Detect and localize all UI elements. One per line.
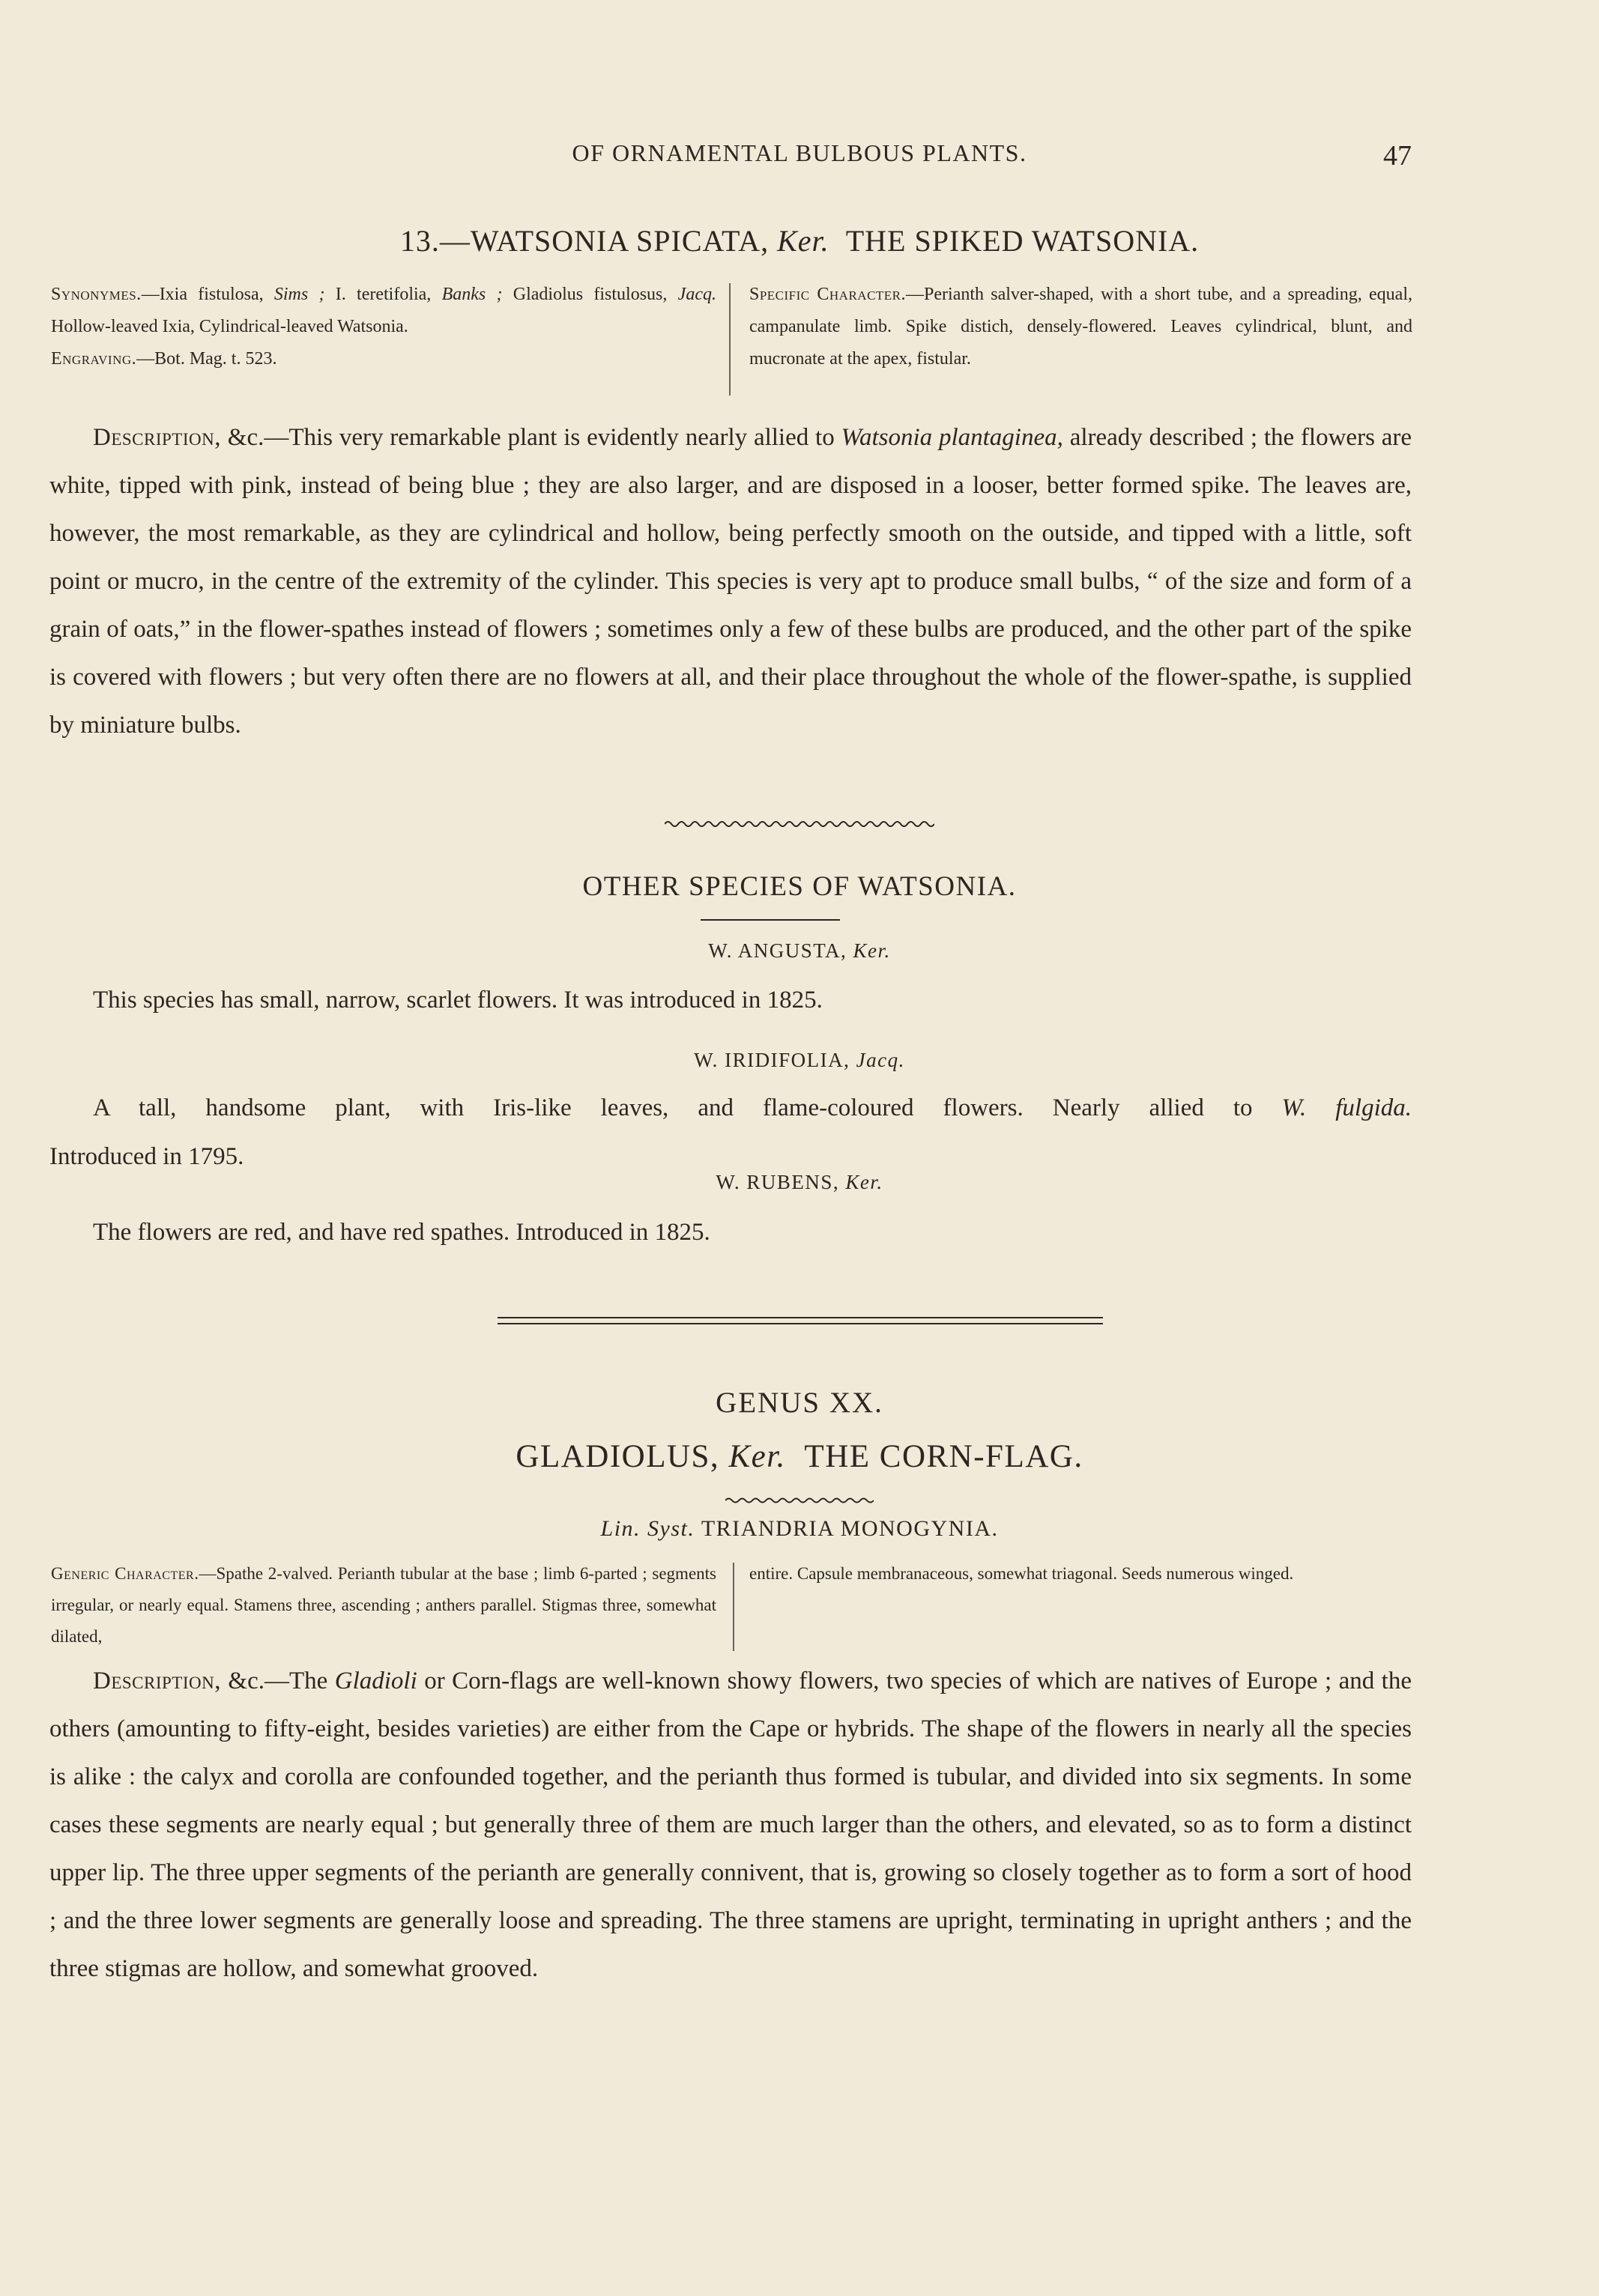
double-rule-top bbox=[498, 1317, 1103, 1318]
wavy-ornament-icon bbox=[665, 818, 934, 830]
species-heading bbox=[0, 223, 1599, 258]
description-watsonia-spicata: Description, &c.—This very remarkable plant is evidently nearly allied to Watsonia plantaginea, already described ; the flowers are white, tipped with pink, instead of being blue ; they are also larger, and are disposed in a looser, better formed spike. The leaves are, however, the most remarkable, as they are cylindrical and hollow, being perfectly smooth on the outside, and tipped with a little, soft point or mucro, in the centre of the extremity of the cylinder. This species is very apt to produce small bulbs, “ of the size and form of a grain of oats,” in the flower-spathes instead of flowers ; sometimes only a few of these bulbs are produced, and the other part of the spike is covered with flowers ; but very often there are no flowers at all, and their place throughout the whole of the flower-spathe, is supplied by miniature bulbs. bbox=[49, 424, 1412, 739]
species-heading-name: 13.—WATSONIA SPICATA, bbox=[399, 224, 778, 258]
wavy-ornament bbox=[0, 818, 1599, 834]
linnaean-system: Lin. Syst. TRIANDRIA MONOGYNIA. bbox=[600, 1516, 999, 1541]
species-name-angusta: W. ANGUSTA, Ker. bbox=[708, 939, 891, 962]
specific-character-text: Specific Character.—Perianth salver-shaped, with a short tube, and a spreading, equal, campanulate limb. Spike distich, densely-flowered. Leaves cylindrical, blunt, and mucronate at the apex, fistular. bbox=[749, 285, 1413, 369]
heading-rule bbox=[701, 919, 840, 921]
running-head bbox=[0, 139, 1599, 177]
rubens-text: The flowers are red, and have red spathes. Introduced in 1825. bbox=[93, 1219, 710, 1246]
description-label-2: Description, bbox=[93, 1668, 221, 1694]
iridifolia-introduced: Introduced in 1795. bbox=[49, 1143, 244, 1170]
page-number: 47 bbox=[1383, 140, 1412, 172]
wavy-ornament-small bbox=[0, 1495, 1599, 1509]
synonymes-block bbox=[51, 279, 716, 375]
synonymes-label: Synonymes. bbox=[51, 285, 142, 304]
other-species-heading: OTHER SPECIES OF WATSONIA. bbox=[582, 871, 1017, 902]
column-divider-2 bbox=[733, 1563, 734, 1651]
description-italic-gladioli: Gladioli bbox=[334, 1668, 417, 1694]
species-heading-author: Ker. bbox=[777, 224, 829, 258]
description-label: Description, bbox=[93, 424, 221, 451]
synonymes-text: Synonymes.—Ixia fistulosa, Sims ; I. teretifolia, Banks ; Gladiolus fistulosus, Jacq. Hollow-leaved Ixia, Cylindrical-leaved Watsonia. bbox=[51, 285, 716, 336]
specific-character-block bbox=[749, 279, 1412, 375]
genus-name: GLADIOLUS, Ker. THE CORN-FLAG. bbox=[516, 1439, 1083, 1474]
species-name-iridifolia: W. IRIDIFOLIA, Jacq. bbox=[694, 1049, 905, 1071]
generic-character-left: Generic Character.—Spathe 2-valved. Perianth tubular at the base ; limb 6-parted ; segments irregular, or nearly equal. Stamens three, ascending ; anthers parallel. Stigmas three, somewhat dilated, bbox=[51, 1564, 716, 1646]
engraving-text: Engraving.—Bot. Mag. t. 523. bbox=[51, 349, 277, 369]
running-head-title: OF ORNAMENTAL BULBOUS PLANTS. bbox=[572, 139, 1027, 166]
species-heading-common: THE SPIKED WATSONIA. bbox=[845, 224, 1200, 258]
generic-character-label: Generic Character. bbox=[51, 1564, 199, 1583]
generic-character-right: entire. Capsule membranaceous, somewhat triagonal. Seeds numerous winged. bbox=[749, 1564, 1294, 1583]
wavy-ornament-small-icon bbox=[725, 1495, 874, 1506]
species-name-rubens: W. RUBENS, Ker. bbox=[716, 1171, 883, 1193]
angusta-text: This species has small, narrow, scarlet flowers. It was introduced in 1825. bbox=[93, 987, 823, 1014]
genus-heading: GENUS XX. bbox=[716, 1387, 883, 1419]
description-italic-name: Watsonia plantaginea, bbox=[841, 424, 1063, 451]
description-gladiolus: Description, &c.—The Gladioli or Corn-flags are well-known showy flowers, two species of which are natives of Europe ; and the others (amounting to fifty-eight, besides varieties) are either from the Cape or hybrids. The shape of the flowers in nearly all the species is alike : the calyx and corolla are confounded together, and the perianth thus formed is tubular, and divided into six segments. In some cases these segments are nearly equal ; but generally three of them are much larger than the others, and elevated, so as to form a distinct upper lip. The three upper segments of the perianth are generally connivent, that is, growing so closely together as to form a sort of hood ; and the three lower segments are generally loose and spreading. The three stamens are upright, terminating in upright anthers ; and the three stigmas are hollow, and somewhat grooved. bbox=[49, 1668, 1412, 1982]
column-divider bbox=[729, 283, 731, 396]
specific-character-label: Specific Character. bbox=[749, 285, 907, 304]
double-rule-bottom bbox=[498, 1323, 1103, 1324]
iridifolia-text: A tall, handsome plant, with Iris-like leaves, and flame-coloured flowers. Nearly allied to W. fulgida. bbox=[93, 1094, 1412, 1121]
engraving-label: Engraving. bbox=[51, 349, 137, 369]
